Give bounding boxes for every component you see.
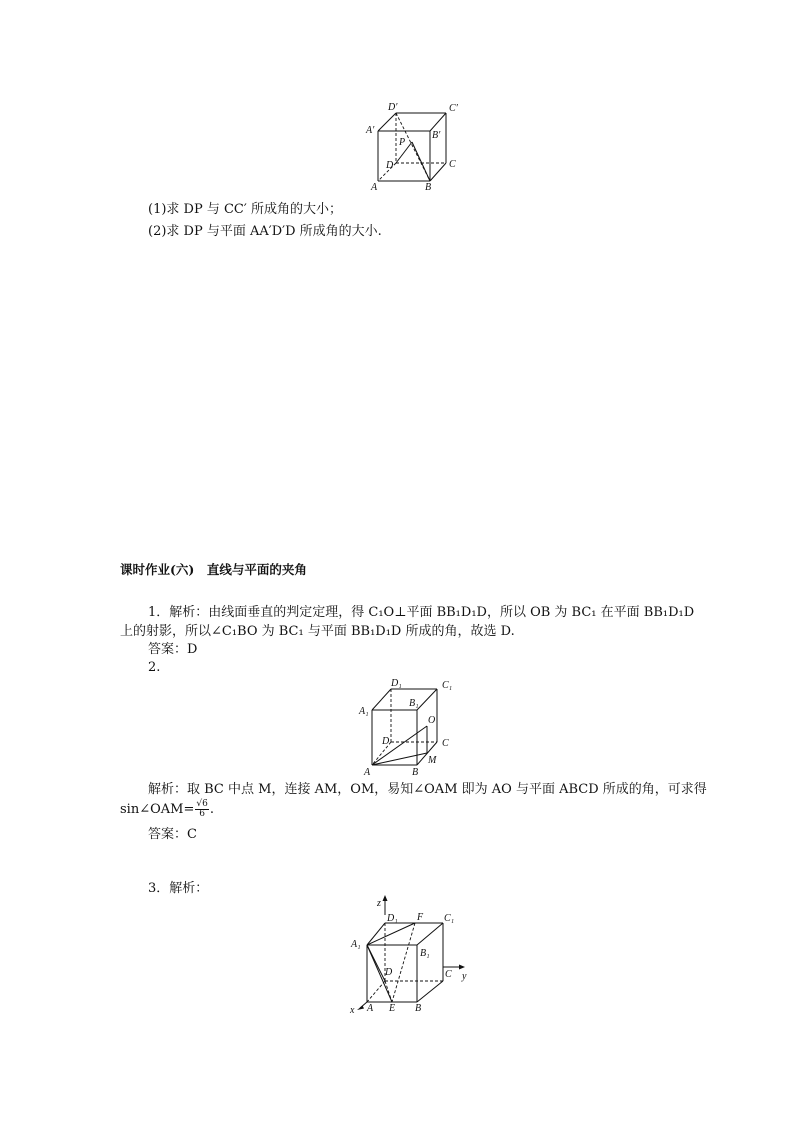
question-part-2: (2)求 DP 与平面 AA′D′D 所成角的大小. xyxy=(148,224,382,239)
answer-2-line-2 xyxy=(120,800,214,819)
label-d: D xyxy=(385,967,393,978)
label-c: C xyxy=(449,159,456,170)
label-y: y xyxy=(462,971,467,982)
label-m: M xyxy=(428,755,437,766)
label-d1: D₁ xyxy=(391,678,402,689)
question-part-1: (1)求 DP 与 CC′ 所成角的大小； xyxy=(148,202,342,217)
answer-1-line-2: 上的射影，所以∠C₁BO 为 BC₁ 与平面 BB₁D₁D 所成的角，故选 D. xyxy=(120,624,515,639)
label-d1: D₁ xyxy=(387,913,398,924)
label-a: A xyxy=(364,767,371,778)
label-c: C xyxy=(445,969,452,980)
answer-2-number: 2. xyxy=(148,660,161,675)
label-b1: B₁ xyxy=(409,698,419,709)
label-f: F xyxy=(417,912,424,923)
answer-1-result: 答案：D xyxy=(148,642,198,657)
label-a-prime: A′ xyxy=(366,125,375,136)
label-d: D xyxy=(382,736,390,747)
label-b: B xyxy=(425,182,432,193)
label-x: x xyxy=(350,1005,355,1016)
figure-cube-3 xyxy=(345,895,475,1017)
answer-2-sin-suffix: . xyxy=(209,802,214,817)
answer-2-fraction xyxy=(195,800,208,819)
label-c-prime: C′ xyxy=(449,103,458,114)
label-b1: B₁ xyxy=(420,948,430,959)
label-a1: A₁ xyxy=(351,939,361,950)
figure-cube-1 xyxy=(360,98,470,198)
label-c1: C₁ xyxy=(442,680,453,691)
answer-3-line-1: 3．解析： xyxy=(148,881,209,896)
fraction-denominator: 6 xyxy=(199,809,205,819)
label-a1: A₁ xyxy=(359,706,369,717)
cube-2-lines xyxy=(372,689,437,765)
label-c1: C₁ xyxy=(444,913,455,924)
label-o: O xyxy=(428,715,436,726)
label-a: A xyxy=(371,182,378,193)
figure-cube-2 xyxy=(358,676,468,780)
answer-2-result: 答案：C xyxy=(148,827,197,842)
fraction-numerator: √6 xyxy=(196,799,208,809)
label-d: D xyxy=(386,160,394,171)
label-c: C xyxy=(442,738,449,749)
label-b: B xyxy=(415,1003,422,1014)
label-e: E xyxy=(389,1003,396,1014)
label-d-prime: D′ xyxy=(388,102,398,113)
label-z: z xyxy=(377,898,381,909)
answer-1-line-1: 1．解析：由线面垂直的判定定理，得 C₁O⊥平面 BB₁D₁D，所以 OB 为 BC₁ 在平面 BB₁D₁D xyxy=(148,605,695,620)
label-a: A xyxy=(367,1003,374,1014)
label-b-prime: B′ xyxy=(432,130,441,141)
answer-2-line-1: 解析：取 BC 中点 M，连接 AM，OM，易知∠OAM 即为 AO 与平面 ABCD 所成的角，可求得 xyxy=(148,782,707,797)
section-title: 课时作业(六) 直线与平面的夹角 xyxy=(120,562,307,577)
label-p: P xyxy=(399,137,406,148)
label-b: B xyxy=(412,767,419,778)
answer-2-sin-prefix: sin∠OAM= xyxy=(120,802,195,817)
